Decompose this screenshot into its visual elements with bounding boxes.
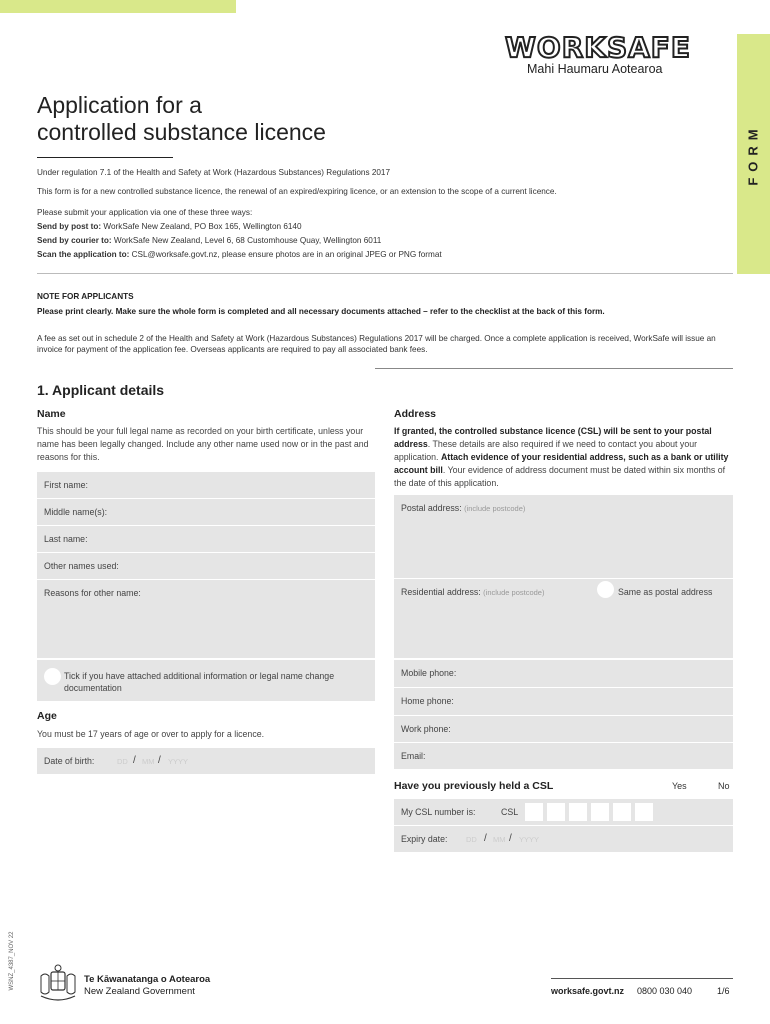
mobile-phone-field[interactable]: Mobile phone: (394, 660, 733, 688)
divider (375, 368, 733, 369)
same-as-postal-label: Same as postal address (618, 587, 713, 597)
name-heading: Name (37, 408, 66, 420)
dob-field[interactable]: Date of birth: DD / MM / YYYY (37, 748, 375, 775)
title-underline (37, 157, 173, 158)
no-option[interactable]: No (718, 781, 730, 791)
work-phone-field[interactable]: Work phone: (394, 716, 733, 743)
government-name-maori: Te Kāwanatanga o Aotearoa (84, 974, 211, 985)
form-side-tab (737, 34, 770, 274)
dob-day: DD (117, 757, 128, 766)
government-name-english: New Zealand Government (84, 986, 195, 997)
expiry-month: MM (493, 835, 506, 844)
post-line: Send by post to: WorkSafe New Zealand, PO Box 165, Wellington 6140 (37, 222, 302, 231)
address-heading: Address (394, 408, 437, 420)
address-description: If granted, the controlled substance licence (CSL) will be sent to your postal address. These details are also required if we need to contact you about your application. Attach evidence of your residential address, such as a bank or utility account bill. Your evidence of address document must be dated within six months of the date of this application. (394, 426, 729, 488)
page-number: 1/6 (717, 986, 730, 996)
last-name-field[interactable]: Last name: (37, 526, 375, 553)
top-accent-bar (0, 0, 236, 13)
expiry-date-field[interactable]: Expiry date: DD / MM / YYYY (394, 826, 733, 853)
csl-digit-box[interactable] (525, 803, 543, 821)
expiry-day: DD (466, 835, 477, 844)
purpose-text: This form is for a new controlled substance licence, the renewal of an expired/expiring licence, or an extension to the scope of a current licence. (37, 187, 557, 196)
other-names-field[interactable]: Other names used: (37, 553, 375, 580)
courier-line: Send by courier to: WorkSafe New Zealand, Level 6, 68 Customhouse Quay, Wellington 6011 (37, 236, 382, 245)
csl-digit-box[interactable] (547, 803, 565, 821)
dob-month: MM (142, 757, 155, 766)
page-title: Application for a controlled substance licence (37, 92, 326, 145)
regulation-text: Under regulation 7.1 of the Health and Safety at Work (Hazardous Substances) Regulations 2017 (37, 168, 391, 177)
postal-address-field[interactable]: Postal address: (include postcode) (394, 495, 733, 579)
residential-address-field[interactable]: Residential address: (include postcode) Same as postal address (394, 579, 733, 659)
worksafe-logo: WORKSAFE (505, 31, 692, 64)
attached-docs-checkbox[interactable] (44, 668, 61, 685)
expiry-slash: / (509, 833, 512, 844)
name-description: This should be your full legal name as recorded on your birth certificate, unless your name has been legally changed. Include any other name used now or in the past and reasons for this. (37, 426, 369, 462)
dob-slash: / (133, 755, 136, 766)
note-bold: Please print clearly. Make sure the whole form is completed and all necessary documents attached – refer to the checklist at the back of this form. (37, 307, 605, 316)
yes-option[interactable]: Yes (672, 781, 687, 791)
csl-digit-box[interactable] (635, 803, 653, 821)
section-title: 1. Applicant details (37, 382, 165, 398)
note-body: A fee as set out in schedule 2 of the Health and Safety at Work (Hazardous Substances) Regulations 2017 will be charged. Once a complete application is received, WorkSafe will issue an invoice for payment of the application fee. Overseas applicants are required to pay all associated bank fees. (37, 334, 716, 354)
worksafe-tagline: Mahi Haumaru Aotearoa (527, 62, 663, 76)
csl-digit-box[interactable] (591, 803, 609, 821)
first-name-field[interactable]: First name: (37, 472, 375, 499)
scan-line: Scan the application to: CSL@worksafe.govt.nz, please ensure photos are in an original JPEG or PNG format (37, 250, 442, 259)
document-code: WSNZ_4387_NOV 22 (9, 931, 15, 991)
email-field[interactable]: Email: (394, 743, 733, 770)
expiry-slash: / (484, 833, 487, 844)
divider (37, 273, 733, 274)
submit-text: Please submit your application via one of these three ways: (37, 208, 253, 217)
attached-docs-label: Tick if you have attached additional information or legal name change documentation (64, 671, 335, 693)
footer-website[interactable]: worksafe.govt.nz (551, 986, 625, 996)
home-phone-field[interactable]: Home phone: (394, 688, 733, 716)
middle-names-field[interactable]: Middle name(s): (37, 499, 375, 526)
csl-number-field[interactable]: My CSL number is: CSL (394, 799, 733, 826)
dob-slash: / (158, 755, 161, 766)
csl-digit-box[interactable] (569, 803, 587, 821)
expiry-year: YYYY (519, 835, 540, 844)
note-heading: NOTE FOR APPLICANTS (37, 292, 134, 301)
reasons-field[interactable]: Reasons for other name: (37, 580, 375, 659)
previous-csl-question: Have you previously held a CSL (394, 780, 554, 792)
same-as-postal-checkbox[interactable] (597, 581, 614, 598)
age-description: You must be 17 years of age or over to apply for a licence. (37, 729, 265, 739)
footer-divider (551, 978, 733, 979)
csl-digit-box[interactable] (613, 803, 631, 821)
nz-coat-of-arms-icon (37, 964, 79, 1004)
age-heading: Age (37, 710, 57, 722)
attached-docs-row (37, 660, 375, 702)
csl-prefix: CSL (501, 807, 519, 817)
footer-phone: 0800 030 040 (637, 986, 693, 996)
dob-year: YYYY (168, 757, 189, 766)
form-tab-label: FORM (746, 122, 761, 186)
